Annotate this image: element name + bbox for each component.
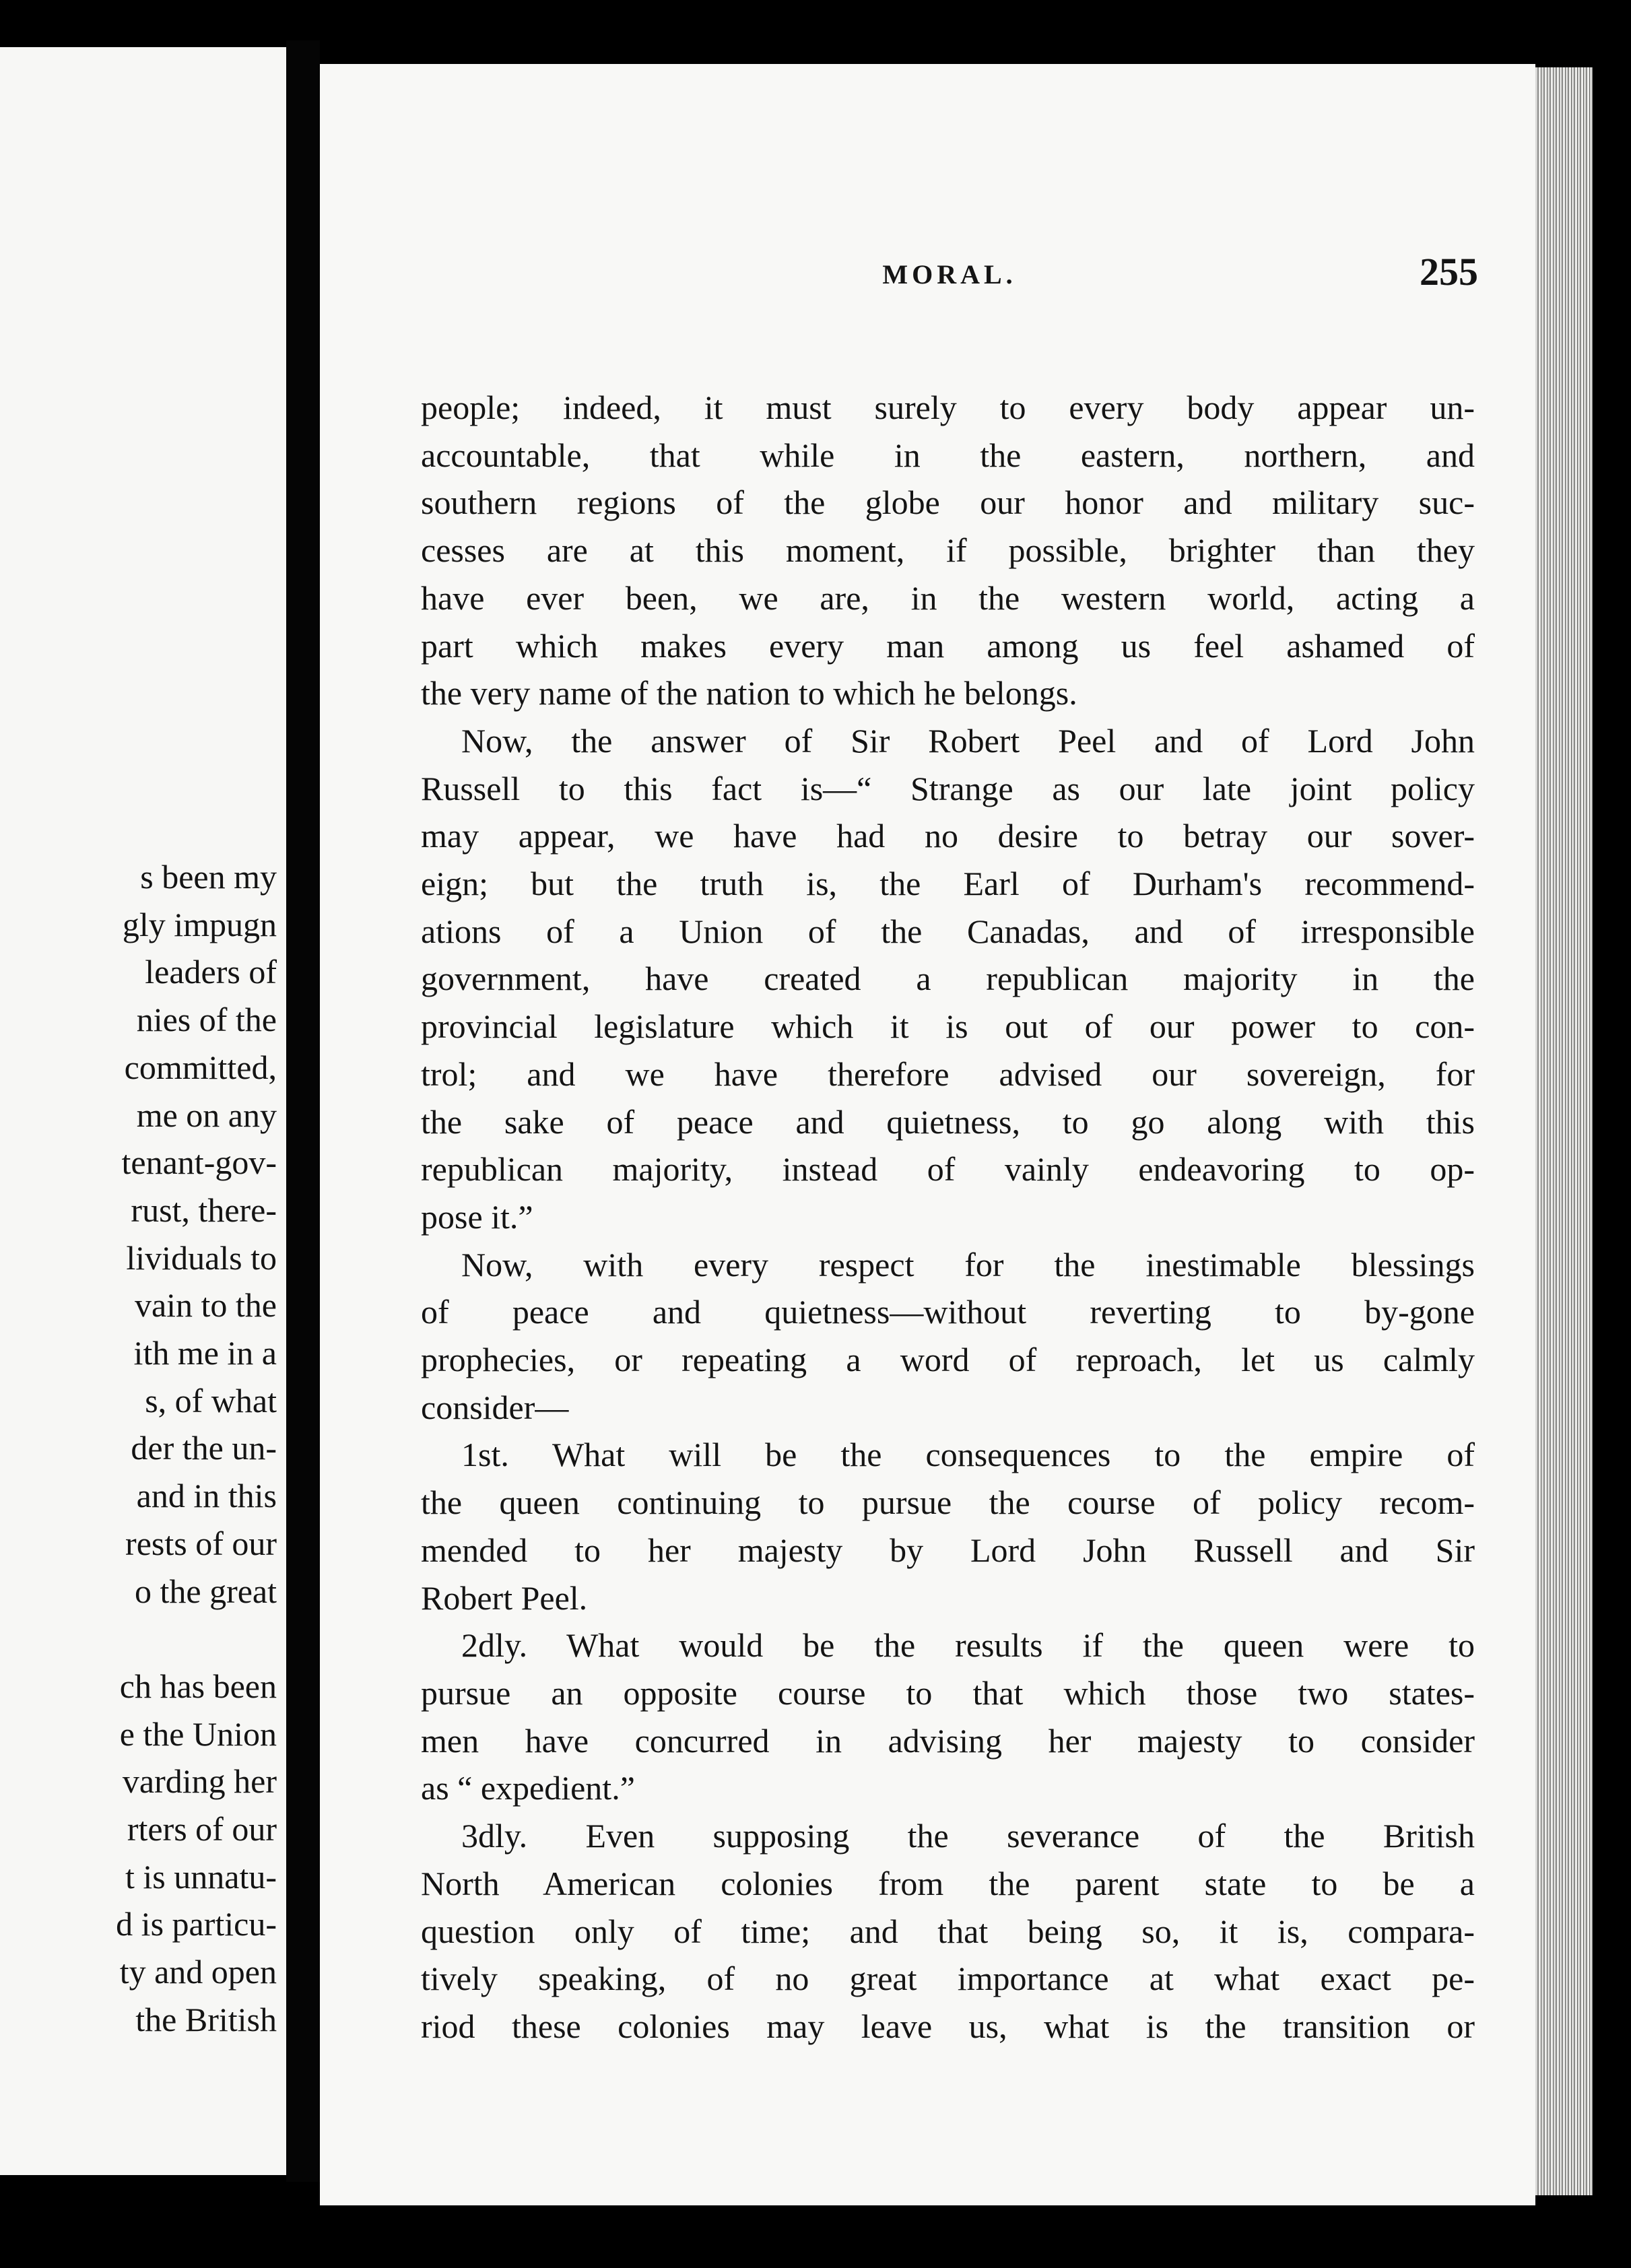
text-line: Now, with every respect for the inestimable blessings — [461, 1245, 1475, 1283]
text-line: tively speaking, of no great importance at what exact pe- — [421, 1960, 1475, 1998]
page-number: 255 — [1420, 250, 1478, 294]
text-line: the queen continuing to pursue the course of policy recom- — [421, 1483, 1475, 1522]
text-line: question only of time; and that being so, it is, compara- — [421, 1912, 1475, 1950]
text-line: prophecies, or repeating a word of reproach, let us calmly — [421, 1341, 1475, 1379]
left-line: varding her — [122, 1762, 277, 1801]
text-line: 1st. What will be the consequences to the empire of — [461, 1436, 1475, 1474]
left-line: t is unnatu- — [125, 1857, 277, 1896]
text-line: of peace and quietness—without reverting to by-gone — [421, 1293, 1475, 1331]
left-line: e the Union — [119, 1714, 277, 1753]
body-text — [421, 384, 1475, 2050]
text-line: the sake of peace and quietness, to go along with this — [421, 1102, 1475, 1141]
text-line: people; indeed, it must surely to every body appear un- — [421, 389, 1475, 426]
text-line: ations of a Union of the Canadas, and of irresponsible — [421, 912, 1475, 950]
text-line: Now, the answer of Sir Robert Peel and of Lord John — [461, 721, 1475, 760]
text-line: riod these colonies may leave us, what is the transition or — [421, 2007, 1475, 2045]
text-line: men have concurred in advising her majesty to consider — [421, 1721, 1475, 1760]
left-line: and in this — [136, 1477, 277, 1515]
text-line: as “ expedient.” — [421, 1769, 635, 1807]
left-line: der the un- — [131, 1429, 277, 1467]
text-line: eign; but the truth is, the Earl of Durham's recommend- — [421, 865, 1475, 903]
book-gutter — [286, 40, 320, 2182]
left-line: lividuals to — [126, 1238, 277, 1277]
left-line: committed, — [124, 1048, 277, 1086]
text-line: Russell to this fact is—“ Strange as our late joint policy — [421, 769, 1475, 807]
left-line: d is particu- — [116, 1905, 277, 1943]
text-line: Robert Peel. — [421, 1578, 588, 1617]
text-line: republican majority, instead of vainly endeavoring to op- — [421, 1150, 1475, 1189]
left-page — [0, 47, 286, 2175]
text-line: provincial legislature which it is out of our power to con- — [421, 1007, 1475, 1046]
text-line: cesses are at this moment, if possible, brighter than they — [421, 531, 1475, 570]
text-line: mended to her majesty by Lord John Russell and Sir — [421, 1531, 1475, 1569]
text-line: part which makes every man among us feel ashamed of — [421, 626, 1475, 665]
left-line: me on any — [136, 1096, 277, 1134]
left-line: vain to the — [134, 1286, 277, 1325]
text-line: have ever been, we are, in the western world, acting a — [421, 578, 1475, 617]
left-line: o the great — [134, 1572, 277, 1610]
left-line: ty and open — [119, 1953, 277, 1991]
page-header — [421, 249, 1478, 303]
left-line: leaders of — [145, 953, 277, 991]
left-line: the British — [135, 2000, 277, 2038]
text-line: government, have created a republican majority in the — [421, 960, 1475, 998]
text-line: North American colonies from the parent state to be a — [421, 1864, 1475, 1902]
paragraph-gap — [0, 1615, 277, 1663]
text-line: trol; and we have therefore advised our sovereign, for — [421, 1055, 1475, 1093]
left-line: gly impugn — [122, 905, 277, 943]
right-page — [320, 64, 1535, 2205]
text-line: pursue an opposite course to that which those two states- — [421, 1673, 1475, 1712]
text-line: 3dly. Even supposing the severance of the British — [461, 1817, 1475, 1855]
left-line: rust, there- — [131, 1191, 277, 1229]
left-line: ith me in a — [133, 1334, 277, 1372]
text-line: the very name of the nation to which he belongs. — [421, 674, 1077, 712]
text-line: may appear, we have had no desire to betray our sover- — [421, 817, 1475, 855]
left-line: rests of our — [125, 1524, 277, 1562]
text-line: accountable, that while in the eastern, northern, and — [421, 436, 1475, 474]
left-line: tenant-gov- — [121, 1143, 277, 1182]
left-line: s, of what — [145, 1381, 277, 1420]
page-edges — [1535, 67, 1593, 2195]
text-line: 2dly. What would be the results if the queen were to — [461, 1626, 1475, 1665]
left-line: ch has been — [119, 1667, 277, 1705]
text-line: pose it.” — [421, 1197, 533, 1236]
left-line: rters of our — [127, 1810, 277, 1848]
running-head: MORAL. — [882, 259, 1017, 290]
left-line: s been my — [140, 858, 277, 896]
text-line: consider— — [421, 1388, 569, 1426]
text-line: southern regions of the globe our honor and military suc- — [421, 483, 1475, 522]
left-page-text — [0, 853, 277, 2044]
left-line: nies of the — [136, 1001, 277, 1039]
